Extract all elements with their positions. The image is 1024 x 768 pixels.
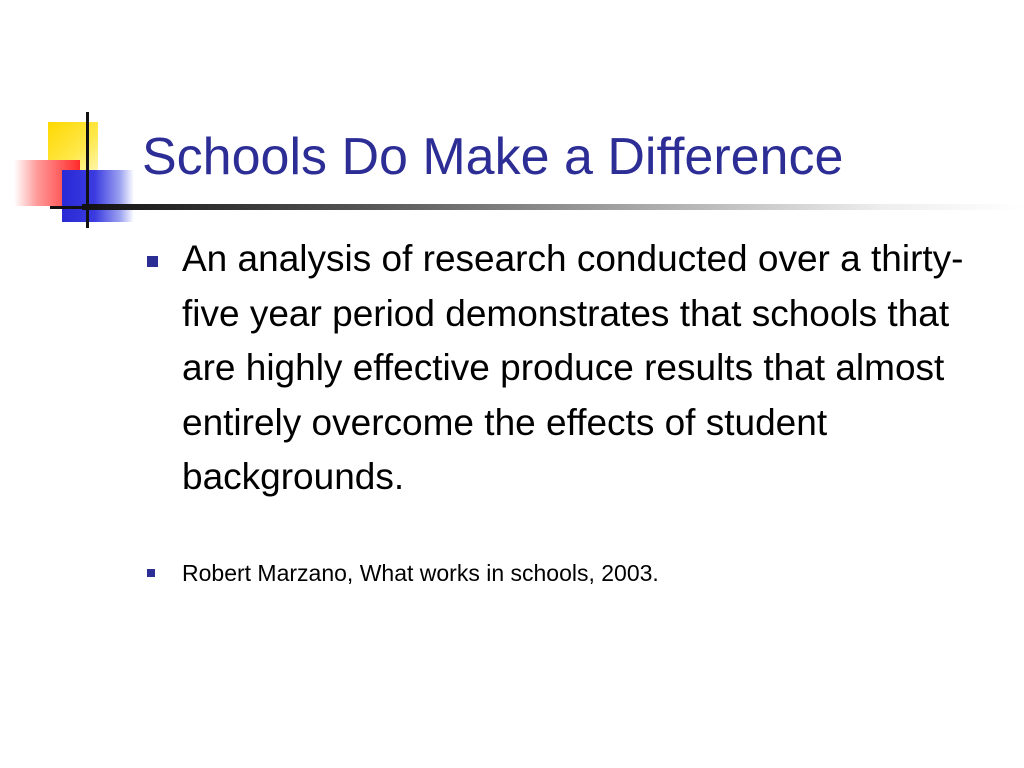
bullet-item-reference	[142, 555, 992, 591]
blue-square	[62, 170, 134, 222]
logo-vertical-line	[86, 112, 89, 228]
title-underline-rule	[82, 204, 1024, 210]
bullet-text-reference: Robert Marzano, What works in schools, 2003.	[182, 559, 659, 586]
slide-title: Schools Do Make a Difference	[142, 128, 844, 186]
bullet-text-main: An analysis of research conducted over a thirty-five year period demonstrates that schools that are highly effective produce results that almost entirely overcome the effects of student backgrounds.	[182, 238, 964, 497]
square-bullet-icon	[147, 569, 155, 577]
bullet-list	[142, 232, 992, 591]
bullet-item-main	[142, 232, 992, 505]
square-bullet-icon	[147, 256, 158, 267]
